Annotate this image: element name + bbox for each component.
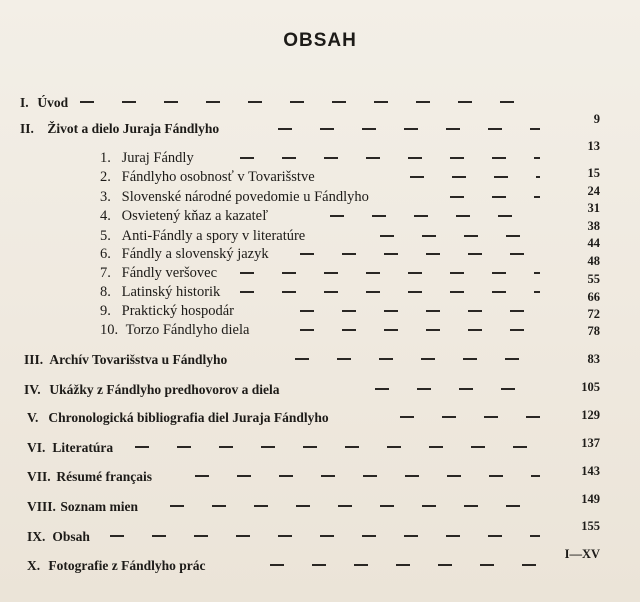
toc-subentry-label: Slovenské národné povedomie u Fándlyho xyxy=(121,189,369,205)
toc-leader xyxy=(240,291,540,293)
toc-entry-number: VIII. xyxy=(27,499,56,514)
toc-subentry-number: 4. xyxy=(100,208,111,224)
toc-entry-page: 137 xyxy=(581,436,600,450)
toc-entry-page: 149 xyxy=(581,492,600,506)
toc-subentry-number: 2. xyxy=(100,169,111,185)
toc-leader xyxy=(240,272,540,274)
toc-entry-number: IV. xyxy=(24,382,41,397)
toc-subentry-label: Praktický hospodár xyxy=(121,303,234,319)
toc-subentry xyxy=(100,150,194,166)
toc-entry-number: VII. xyxy=(27,469,51,484)
toc-entry xyxy=(27,410,329,426)
toc-leader xyxy=(330,215,540,217)
toc-entry-label: Fotografie z Fándlyho prác xyxy=(48,558,206,573)
toc-entry-number: VI. xyxy=(27,440,46,455)
toc-entry xyxy=(27,529,90,545)
toc-leader xyxy=(270,564,540,566)
toc-subentry-page: 38 xyxy=(587,219,600,233)
toc-entry-page: 13 xyxy=(587,139,600,153)
toc-subentry-page: 24 xyxy=(587,184,600,198)
toc-entry-number: I. xyxy=(20,95,29,110)
toc-entry-number: X. xyxy=(27,558,41,573)
page-title: OBSAH xyxy=(283,30,357,51)
toc-entry-label: Literatúra xyxy=(52,440,114,455)
toc-entry-number: IX. xyxy=(27,529,46,544)
toc-leader xyxy=(300,310,540,312)
toc-entry-page: I—XV xyxy=(564,547,600,561)
toc-entry xyxy=(27,469,152,485)
toc-entry-page: 129 xyxy=(581,408,600,422)
toc-entry-page: 143 xyxy=(581,464,600,478)
toc-subentry xyxy=(100,169,315,185)
toc-subentry-number: 6. xyxy=(100,246,111,262)
toc-subentry xyxy=(100,265,217,281)
toc-subentry-page: 66 xyxy=(587,290,600,304)
toc-entry-label: Archív Tovarišstva u Fándlyho xyxy=(49,352,228,367)
toc-subentry-page: 31 xyxy=(587,201,600,215)
toc-entry-page: 155 xyxy=(581,519,600,533)
toc-subentry-page: 72 xyxy=(587,307,600,321)
toc-subentry-number: 7. xyxy=(100,265,111,281)
toc-leader xyxy=(170,505,540,507)
toc-entry-number: II. xyxy=(20,121,34,136)
toc-subentry-page: 15 xyxy=(587,166,600,180)
toc-subentry-page: 48 xyxy=(587,254,600,268)
toc-subentry-number: 5. xyxy=(100,228,111,244)
toc-entry xyxy=(27,558,205,574)
toc-leader xyxy=(375,388,540,390)
toc-subentry xyxy=(100,246,269,262)
toc-subentry-number: 1. xyxy=(100,150,111,166)
toc-subentry-page: 55 xyxy=(587,272,600,286)
toc-subentry xyxy=(100,189,369,205)
toc-subentry-label: Osvietený kňaz a kazateľ xyxy=(121,208,269,224)
toc-leader xyxy=(195,475,540,477)
toc-leader xyxy=(400,416,540,418)
toc-subentry-number: 9. xyxy=(100,303,111,319)
toc-entry-label: Život a dielo Juraja Fándlyho xyxy=(47,121,220,136)
toc-subentry xyxy=(100,322,249,338)
toc-subentry xyxy=(100,284,220,300)
toc-subentry-number: 10. xyxy=(100,322,119,338)
toc-entry-page: 105 xyxy=(581,380,600,394)
toc-leader xyxy=(80,101,540,103)
toc-entry-label: Résumé français xyxy=(56,469,152,484)
toc-leader xyxy=(450,196,540,198)
toc-leader xyxy=(135,446,540,448)
toc-subentry-number: 3. xyxy=(100,189,111,205)
toc-leader xyxy=(278,128,540,130)
toc-entry-label: Úvod xyxy=(37,95,69,110)
toc-entry-page: 9 xyxy=(593,112,600,126)
toc-entry-number: III. xyxy=(24,352,44,367)
toc-entry-page: 83 xyxy=(587,352,600,366)
toc-entry xyxy=(27,440,113,456)
toc-entry xyxy=(27,499,138,515)
toc-leader xyxy=(295,358,540,360)
toc-subentry-label: Latinský historik xyxy=(121,284,221,300)
toc-subentry-page: 44 xyxy=(587,236,600,250)
toc-subentry xyxy=(100,228,305,244)
toc-subentry-label: Juraj Fándly xyxy=(121,150,194,166)
toc-leader xyxy=(300,329,540,331)
toc-leader xyxy=(110,535,540,537)
toc-entry xyxy=(20,95,68,111)
toc-entry xyxy=(24,382,280,398)
toc-subentry xyxy=(100,303,234,319)
toc-entry-label: Chronologická bibliografia diel Juraja Fándlyho xyxy=(48,410,329,425)
toc-subentry-label: Fándly a slovenský jazyk xyxy=(121,246,269,262)
toc-entry-label: Ukážky z Fándlyho predhovorov a diela xyxy=(49,382,280,397)
toc-leader xyxy=(240,157,540,159)
toc-leader xyxy=(410,176,540,178)
toc-subentry-label: Anti-Fándly a spory v literatúre xyxy=(121,228,306,244)
toc-leader xyxy=(380,235,540,237)
toc-subentry-page: 78 xyxy=(587,324,600,338)
toc-subentry-label: Fándlyho osobnosť v Tovarišstve xyxy=(121,169,315,185)
toc-leader xyxy=(300,253,540,255)
toc-subentry xyxy=(100,208,268,224)
toc-entry xyxy=(24,352,227,368)
toc-entry-label: Soznam mien xyxy=(60,499,138,514)
toc-entry-number: V. xyxy=(27,410,39,425)
toc-subentry-number: 8. xyxy=(100,284,111,300)
toc-entry xyxy=(20,121,219,137)
toc-entry-label: Obsah xyxy=(52,529,90,544)
toc-subentry-label: Torzo Fándlyho diela xyxy=(125,322,250,338)
toc-subentry-label: Fándly veršovec xyxy=(121,265,218,281)
